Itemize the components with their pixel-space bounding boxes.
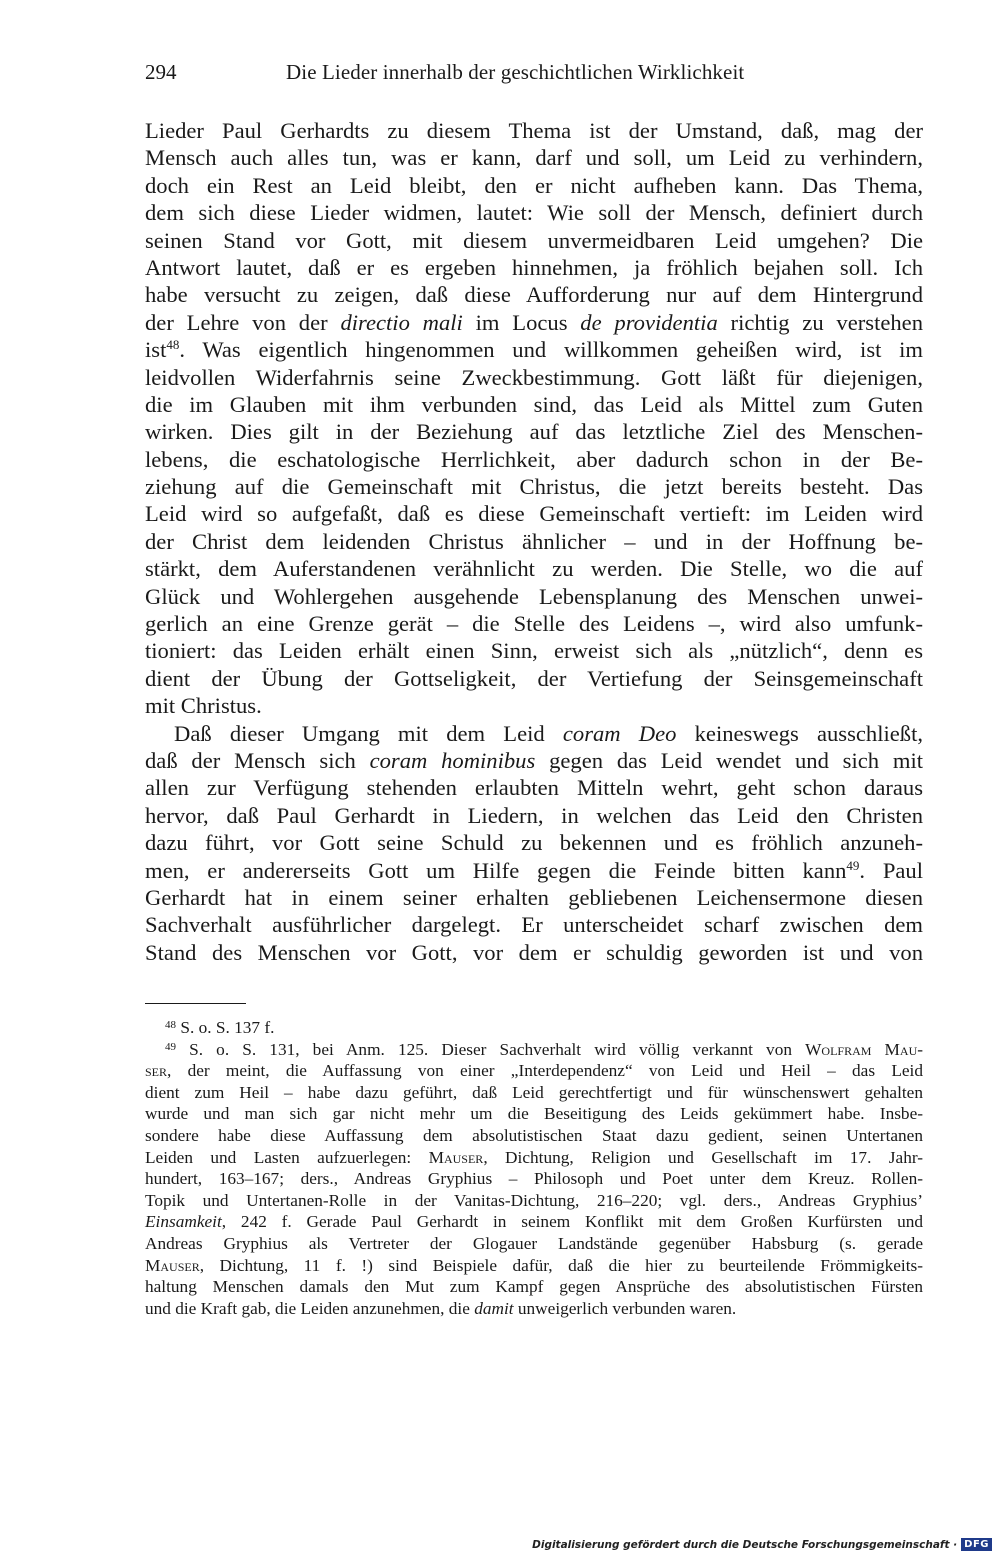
footnote-line bbox=[145, 1298, 923, 1320]
text-run: men, er andererseits Gott um Hilfe gegen die Feinde bitten kann bbox=[145, 857, 847, 883]
body-text bbox=[145, 117, 923, 966]
footnote-line bbox=[145, 1147, 923, 1169]
footnote-49 bbox=[145, 1039, 923, 1320]
text-line: Gerhardt hat in einem seiner erhalten gebliebenen Leichensermone diesen bbox=[145, 884, 923, 910]
paragraph-2 bbox=[145, 720, 923, 967]
text-run: im Locus bbox=[462, 309, 581, 335]
text-line: Stand des Menschen vor Gott, vor dem er schuldig geworden ist und von bbox=[145, 939, 923, 965]
footnotes bbox=[145, 1017, 923, 1319]
text-line: gerlich an eine Grenze gerät – die Stelle des Leidens –, wird also umfunk- bbox=[145, 611, 923, 637]
author-name: Wolfram Mau- bbox=[805, 1039, 924, 1059]
text-line: habe versucht zu zeigen, daß diese Aufforderung nur auf dem Hintergrund bbox=[145, 282, 923, 308]
text-run: keineswegs ausschließt, bbox=[676, 720, 923, 746]
italic-term: de providentia bbox=[580, 309, 718, 335]
footnote-line: Topik und Untertanen-Rolle in der Vanitas-Dichtung, 216–220; vgl. ders., Andreas Gryphius’ bbox=[145, 1190, 923, 1210]
text-run: und die Kraft gab, die Leiden anzunehmen, die bbox=[145, 1298, 475, 1318]
text-line: lebens, die eschatologische Herrlichkeit, aber dadurch schon in der Be- bbox=[145, 446, 923, 472]
text-line: doch ein Rest an Leid bleibt, den er nicht aufheben kann. Das Thema, bbox=[145, 172, 923, 198]
footnote-divider bbox=[145, 1003, 246, 1004]
italic-term: coram hominibus bbox=[369, 747, 536, 773]
text-line: der Christ dem leidenden Christus ähnlicher – und in der Hoffnung be- bbox=[145, 528, 923, 554]
author-name: ser bbox=[145, 1061, 168, 1081]
author-name: Mauser bbox=[428, 1147, 484, 1167]
text-line: hervor, daß Paul Gerhardt in Liedern, in welchen das Leid den Christen bbox=[145, 802, 923, 828]
footnote-line bbox=[145, 1211, 923, 1233]
dfg-logo[interactable]: DFG bbox=[961, 1538, 992, 1551]
text-line: Lieder Paul Gerhardts zu diesem Thema ist der Umstand, daß, mag der bbox=[145, 118, 923, 143]
text-line: ziehung auf die Gemeinschaft mit Christus, die jetzt bereits besteht. Das bbox=[145, 474, 923, 500]
footnote-line bbox=[145, 1060, 923, 1082]
page-number: 294 bbox=[145, 60, 177, 84]
footnote-line bbox=[145, 1039, 923, 1061]
footnote-line: wurde und man sich gar nicht mehr um die Beseitigung des Leids gekümmert habe. Insbe- bbox=[145, 1104, 923, 1124]
text-line: allen zur Verfügung stehenden erlaubten Mitteln wehrt, geht schon daraus bbox=[145, 775, 923, 801]
text-line bbox=[145, 720, 923, 747]
text-run: Leiden und Lasten aufzuerlegen: bbox=[145, 1147, 429, 1167]
dfg-credit-text: Digitalisierung gefördert durch die Deutsche Forschungsgemeinschaft · bbox=[532, 1538, 958, 1551]
author-name: Mauser bbox=[145, 1255, 200, 1275]
text-run: unweigerlich verbunden waren. bbox=[513, 1298, 737, 1318]
text-run: . Was eigentlich hingenommen und willkommen geheißen wird, ist im bbox=[179, 337, 923, 363]
footnote-line: sondere habe diese Auffassung dem absolutistischen Staat dazu gedient, seinen Untertanen bbox=[145, 1125, 923, 1145]
footnote-line bbox=[145, 1017, 923, 1039]
text-run: Daß dieser Umgang mit dem Leid bbox=[174, 720, 563, 746]
footnote-line bbox=[145, 1255, 923, 1277]
text-run: S. o. S. 131, bei Anm. 125. Dieser Sachverhalt wird völlig verkannt von bbox=[189, 1039, 806, 1059]
footnote-ref-48[interactable]: 48 bbox=[166, 337, 180, 353]
text-run: gegen das Leid wendet und sich mit bbox=[535, 747, 923, 773]
italic-term: damit bbox=[474, 1298, 514, 1318]
italic-title: Einsamkeit bbox=[145, 1212, 222, 1232]
text-line: wirken. Dies gilt in der Beziehung auf das letztliche Ziel des Menschen- bbox=[145, 419, 923, 445]
text-line: stärkt, dem Auferstandenen verähnlicht zu werden. Die Stelle, wo die auf bbox=[145, 556, 923, 582]
text-run: richtig zu verstehen bbox=[717, 309, 923, 335]
running-head: Die Lieder innerhalb der geschichtlichen Wirklichkeit bbox=[286, 60, 745, 84]
dfg-credit bbox=[532, 1538, 992, 1551]
text-run: der Lehre von der bbox=[145, 309, 341, 335]
text-line: Mensch auch alles tun, was er kann, darf und soll, um Leid zu verhindern, bbox=[145, 145, 923, 171]
text-run: , 242 f. Gerade Paul Gerhardt in seinem Konflikt mit dem Großen Kurfürsten und bbox=[221, 1212, 923, 1232]
text-run: , Dichtung, 11 f. !) sind Beispiele dafür, daß die hier zu beurteilende Frömmigkeits- bbox=[199, 1255, 923, 1275]
text-line: leidvollen Widerfahrnis seine Zweckbestimmung. Gott läßt für diejenigen, bbox=[145, 364, 923, 390]
text-run: ist bbox=[145, 337, 167, 363]
text-line: tioniert: das Leiden erhält einen Sinn, erweist sich als „nützlich“, denn es bbox=[145, 638, 923, 664]
text-run: daß der Mensch sich bbox=[145, 747, 370, 773]
text-line: dazu führt, vor Gott seine Schuld zu bekennen und es fröhlich anzuneh- bbox=[145, 830, 923, 856]
footnote-line: haltung Menschen damals den Mut zum Kampf gegen Ansprüche des absolutistischen Fürsten bbox=[145, 1277, 923, 1297]
footnote-line: hundert, 163–167; ders., Andreas Gryphius – Philosoph und Poet unter dem Kreuz. Rollen- bbox=[145, 1169, 923, 1189]
footnote-line: dient zum Heil – habe dazu geführt, daß Leid gerechtfertigt und für wünschenswert gehalten bbox=[145, 1082, 923, 1102]
text-line: Leid wird so aufgefaßt, daß es diese Gemeinschaft vertieft: im Leiden wird bbox=[145, 501, 923, 527]
text-run: , Dichtung, Religion und Gesellschaft im 17. Jahr- bbox=[483, 1147, 923, 1167]
text-line: Glück und Wohlergehen ausgehende Lebensplanung des Menschen unwei- bbox=[145, 583, 923, 609]
text-line: mit Christus. bbox=[145, 693, 262, 719]
text-line: Sachverhalt ausführlicher dargelegt. Er unterscheidet scharf zwischen dem bbox=[145, 912, 923, 938]
text-run: S. o. S. 137 f. bbox=[180, 1018, 275, 1037]
footnote-line: Andreas Gryphius als Vertreter der Glogauer Landstände gegenüber Habsburg (s. gerade bbox=[145, 1233, 923, 1253]
text-line: dient der Übung der Gottseligkeit, der Vertiefung der Seinsgemeinschaft bbox=[145, 665, 923, 691]
paragraph-1 bbox=[145, 117, 923, 720]
footnote-mark: 49 bbox=[165, 1040, 176, 1053]
text-line bbox=[145, 336, 923, 363]
text-line: dem sich diese Lieder widmen, lautet: Wie soll der Mensch, definiert durch bbox=[145, 200, 923, 226]
footnote-48 bbox=[145, 1017, 923, 1039]
text-run: , der meint, die Auffassung von einer „Interdependenz“ von Leid und Heil – das Leid bbox=[167, 1061, 923, 1081]
text-line bbox=[145, 857, 923, 884]
footnote-ref-49[interactable]: 49 bbox=[846, 857, 860, 873]
italic-term: coram Deo bbox=[562, 720, 677, 746]
footnote-mark: 48 bbox=[165, 1019, 176, 1031]
text-line bbox=[145, 309, 923, 336]
text-run: . Paul bbox=[859, 857, 923, 883]
text-line: die im Glauben mit ihm verbunden sind, das Leid als Mittel zum Guten bbox=[145, 391, 923, 417]
text-line: Antwort lautet, daß er es ergeben hinnehmen, ja fröhlich bejahen soll. Ich bbox=[145, 254, 923, 280]
text-line: seinen Stand vor Gott, mit diesem unvermeidbaren Leid umgehen? Die bbox=[145, 227, 923, 253]
italic-term: directio mali bbox=[340, 309, 463, 335]
text-line bbox=[145, 747, 923, 774]
